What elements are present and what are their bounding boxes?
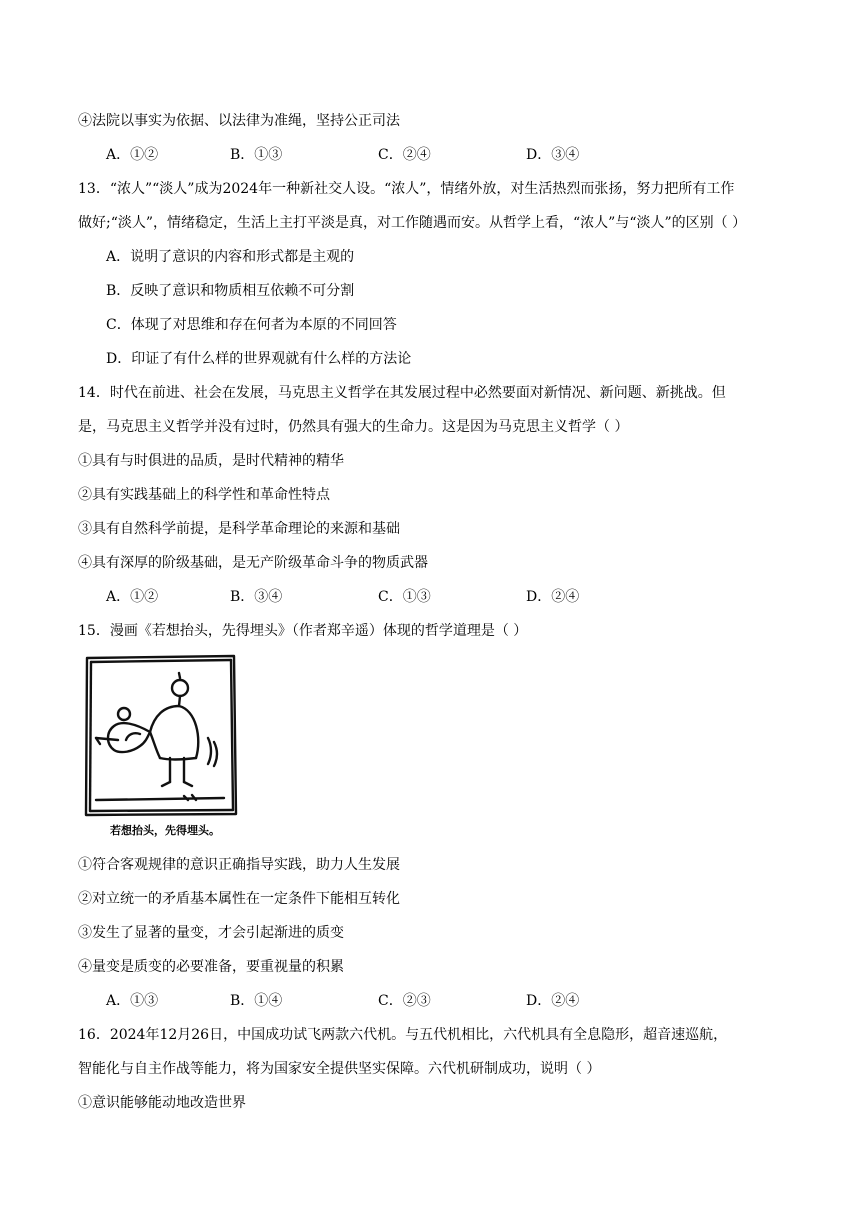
q14-option-b: B．③④ <box>230 589 283 605</box>
cartoon-image <box>84 654 240 840</box>
q12-item-4: ④法院以事实为依据、以法律为准绳，坚持公正司法 <box>78 113 400 129</box>
q12-option-b: B．①③ <box>230 147 283 163</box>
q15-item-3: ③发生了显著的量变，才会引起渐进的质变 <box>78 925 344 941</box>
q15-stem: 15．漫画《若想抬头，先得埋头》（作者郑辛遥）体现的哲学道理是（ ） <box>78 623 528 639</box>
q14-stem-line-2: 是，马克思主义哲学并没有过时，仍然具有强大的生命力。这是因为马克思主义哲学（ ） <box>78 419 629 435</box>
q16-stem-line-1: 16．2024年12月26日，中国成功试飞两款六代机。与五代机相比，六代机具有全息隐形，超音速巡航， <box>78 1027 728 1043</box>
cartoon-drawing <box>84 654 240 820</box>
q16-item-1: ①意识能够能动地改造世界 <box>78 1095 246 1111</box>
q12-option-c: C．②④ <box>378 147 431 163</box>
q13-stem-line-2: 做好;“淡人”，情绪稳定，生活上主打平淡是真，对工作随遇而安。从哲学上看，“浓人”与“淡人”的区别（ ） <box>78 215 747 231</box>
q13-stem-line-1: 13．“浓人”“淡人”成为2024年一种新社交人设。“浓人”，情绪外放，对生活热烈而张扬，努力把所有工作 <box>78 181 735 197</box>
q14-option-c: C．①③ <box>378 589 431 605</box>
q15-option-a: A．①③ <box>106 993 159 1009</box>
cartoon-caption: 若想抬头，先得埋头。 <box>110 824 220 837</box>
q13-option-b: B．反映了意识和物质相互依赖不可分割 <box>106 283 355 299</box>
q14-item-4: ④具有深厚的阶级基础，是无产阶级革命斗争的物质武器 <box>78 555 428 571</box>
q15-item-2: ②对立统一的矛盾基本属性在一定条件下能相互转化 <box>78 891 400 907</box>
q13-option-a: A．说明了意识的内容和形式都是主观的 <box>106 249 355 265</box>
q16-stem-line-2: 智能化与自主作战等能力，将为国家安全提供坚实保障。六代机研制成功，说明（ ） <box>78 1061 601 1077</box>
q14-option-a: A．①② <box>106 589 159 605</box>
q13-option-d: D．印证了有什么样的世界观就有什么样的方法论 <box>106 351 412 367</box>
q14-item-3: ③具有自然科学前提，是科学革命理论的来源和基础 <box>78 521 400 537</box>
q12-option-d: D．③④ <box>526 147 580 163</box>
q14-option-d: D．②④ <box>526 589 580 605</box>
q14-item-2: ②具有实践基础上的科学性和革命性特点 <box>78 487 330 503</box>
q12-option-a: A．①② <box>106 147 159 163</box>
q14-stem-line-1: 14．时代在前进、社会在发展，马克思主义哲学在其发展过程中必然要面对新情况、新问题、新挑战。但 <box>78 385 726 401</box>
q14-item-1: ①具有与时俱进的品质，是时代精神的精华 <box>78 453 344 469</box>
q15-option-b: B．①④ <box>230 993 283 1009</box>
q15-option-d: D．②④ <box>526 993 580 1009</box>
q13-option-c: C．体现了对思维和存在何者为本原的不同回答 <box>106 317 397 333</box>
q15-option-c: C．②③ <box>378 993 431 1009</box>
q15-item-1: ①符合客观规律的意识正确指导实践，助力人生发展 <box>78 857 400 873</box>
q15-item-4: ④量变是质变的必要准备，要重视量的积累 <box>78 959 344 975</box>
